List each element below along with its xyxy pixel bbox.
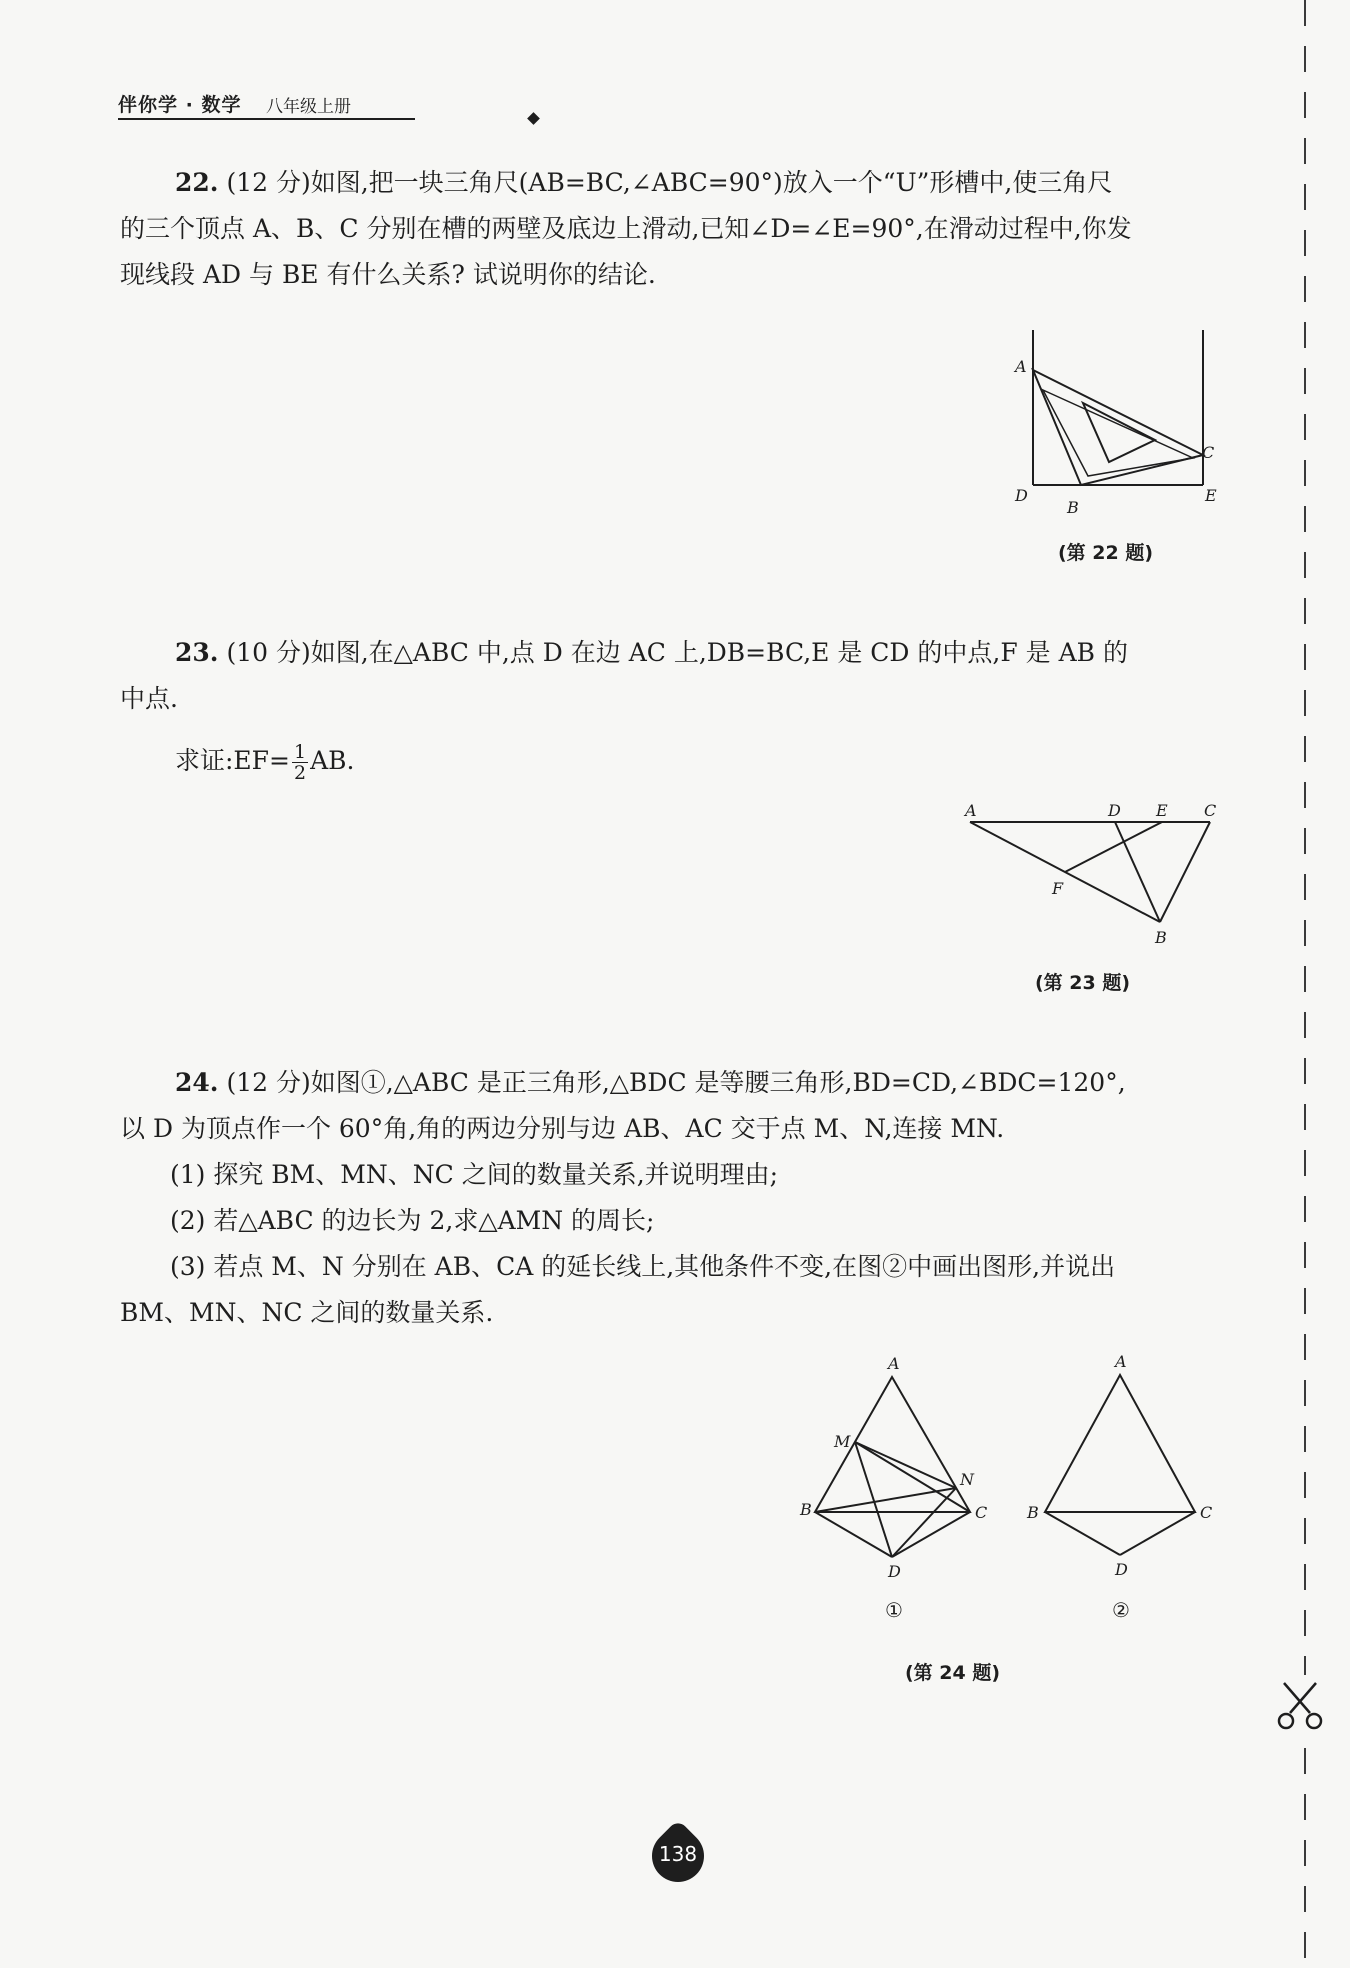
q22-line2: 的三个顶点 A、B、C 分别在槽的两壁及底边上滑动,已知∠D=∠E=90°,在滑动过程中,你发 <box>120 214 1132 243</box>
q24-fig2-label-c: C <box>1200 1503 1213 1522</box>
q22-line3: 现线段 AD 与 BE 有什么关系? 试说明你的结论. <box>120 260 656 289</box>
q23-label-b: B <box>1155 928 1167 947</box>
q24-fig1-mark: ① <box>885 1598 903 1622</box>
q23-fraction <box>292 742 308 783</box>
q24-fig2-label-b: B <box>1027 1503 1039 1522</box>
q24-fig1-label-a: A <box>888 1354 900 1373</box>
q24-fig1-label-n: N <box>960 1470 974 1489</box>
cut-dashed-line <box>1300 0 1310 1968</box>
q23-frac-den: 2 <box>293 762 307 784</box>
fig1-segment-mn <box>855 1442 956 1488</box>
segment-ef <box>1065 822 1162 872</box>
q24-fig2-label-a: A <box>1115 1352 1127 1371</box>
q22-label-e: E <box>1205 486 1217 505</box>
page-header <box>118 90 418 120</box>
q24-fig2-label-d: D <box>1115 1560 1128 1579</box>
q23-prove-suffix: AB. <box>310 746 355 775</box>
q24-fig1-label-b: B <box>800 1500 812 1519</box>
fig1-segment-cd <box>892 1512 970 1557</box>
q23-frac-num: 1 <box>293 741 307 763</box>
q24-figure-2 <box>1045 1375 1195 1555</box>
q24-item3a: (3) 若点 M、N 分别在 AB、CA 的延长线上,其他条件不变,在图②中画出图形,并说出 <box>170 1252 1116 1281</box>
fig2-segment-cd <box>1120 1512 1195 1555</box>
q22-caption: (第 22 题) <box>1058 542 1154 564</box>
q23-label-a: A <box>965 801 977 820</box>
page-number: 138 <box>658 1842 698 1866</box>
q23-caption: (第 23 题) <box>1035 972 1131 994</box>
q24-fig1-label-m: M <box>834 1432 851 1451</box>
q24-figures <box>790 1352 1250 1635</box>
q22-figure <box>1010 325 1240 535</box>
scissors-icon <box>1270 1675 1330 1735</box>
q24-text-line1: (12 分)如图①,△ABC 是正三角形,△BDC 是等腰三角形,BD=CD,∠BDC=120°, <box>226 1068 1126 1097</box>
q22-line1 <box>175 160 1112 206</box>
q24-item3b: BM、MN、NC 之间的数量关系. <box>120 1298 494 1327</box>
q23-figure <box>960 800 1230 960</box>
q24-item1: (1) 探究 BM、MN、NC 之间的数量关系,并说明理由; <box>170 1160 779 1189</box>
q23-line1 <box>175 630 1128 676</box>
q23-label-d: D <box>1108 801 1121 820</box>
fig2-triangle-abc <box>1045 1375 1195 1512</box>
q23-label-c: C <box>1204 801 1217 820</box>
q23-label-f: F <box>1052 879 1064 898</box>
fig2-segment-bd <box>1045 1512 1120 1555</box>
triangle-ruler-outer <box>1033 370 1203 485</box>
q22-label-b: B <box>1067 498 1079 517</box>
q22-label-d: D <box>1015 486 1028 505</box>
q23-label-e: E <box>1156 801 1168 820</box>
q22-text-line1: (12 分)如图,把一块三角尺(AB=BC,∠ABC=90°)放入一个“U”形槽中,使三角尺 <box>226 168 1113 197</box>
header-rule <box>118 118 415 120</box>
q24-caption: (第 24 题) <box>905 1662 1001 1684</box>
header-diamond-icon <box>527 112 540 125</box>
q24-number: 24. <box>175 1068 219 1097</box>
q24-fig1-label-d: D <box>888 1562 901 1581</box>
q22-number: 22. <box>175 168 219 197</box>
segment-db <box>1115 822 1160 922</box>
q23-number: 23. <box>175 638 219 667</box>
segment-bc <box>1160 822 1210 922</box>
q22-label-c: C <box>1202 443 1215 462</box>
q24-fig1-label-c: C <box>975 1503 988 1522</box>
q22-label-a: A <box>1015 357 1027 376</box>
page-number-badge <box>652 1830 704 1882</box>
book-subtitle: 八年级上册 <box>266 97 351 117</box>
q23-text-line1: (10 分)如图,在△ABC 中,点 D 在边 AC 上,DB=BC,E 是 CD 的中点,F 是 AB 的 <box>226 638 1128 667</box>
q24-line2: 以 D 为顶点作一个 60°角,角的两边分别与边 AB、AC 交于点 M、N,连接 MN. <box>120 1114 1005 1143</box>
q24-fig2-mark: ② <box>1112 1598 1130 1622</box>
q23-prove-prefix: 求证:EF= <box>175 746 290 775</box>
book-brand: 伴你学 · 数学 <box>118 94 242 116</box>
q24-line1 <box>175 1060 1126 1106</box>
q23-prove <box>175 738 354 784</box>
q24-figure-1 <box>815 1377 970 1557</box>
q24-item2: (2) 若△ABC 的边长为 2,求△AMN 的周长; <box>170 1206 655 1235</box>
q23-line2: 中点. <box>120 684 178 713</box>
triangle-ruler-hole <box>1083 403 1155 462</box>
